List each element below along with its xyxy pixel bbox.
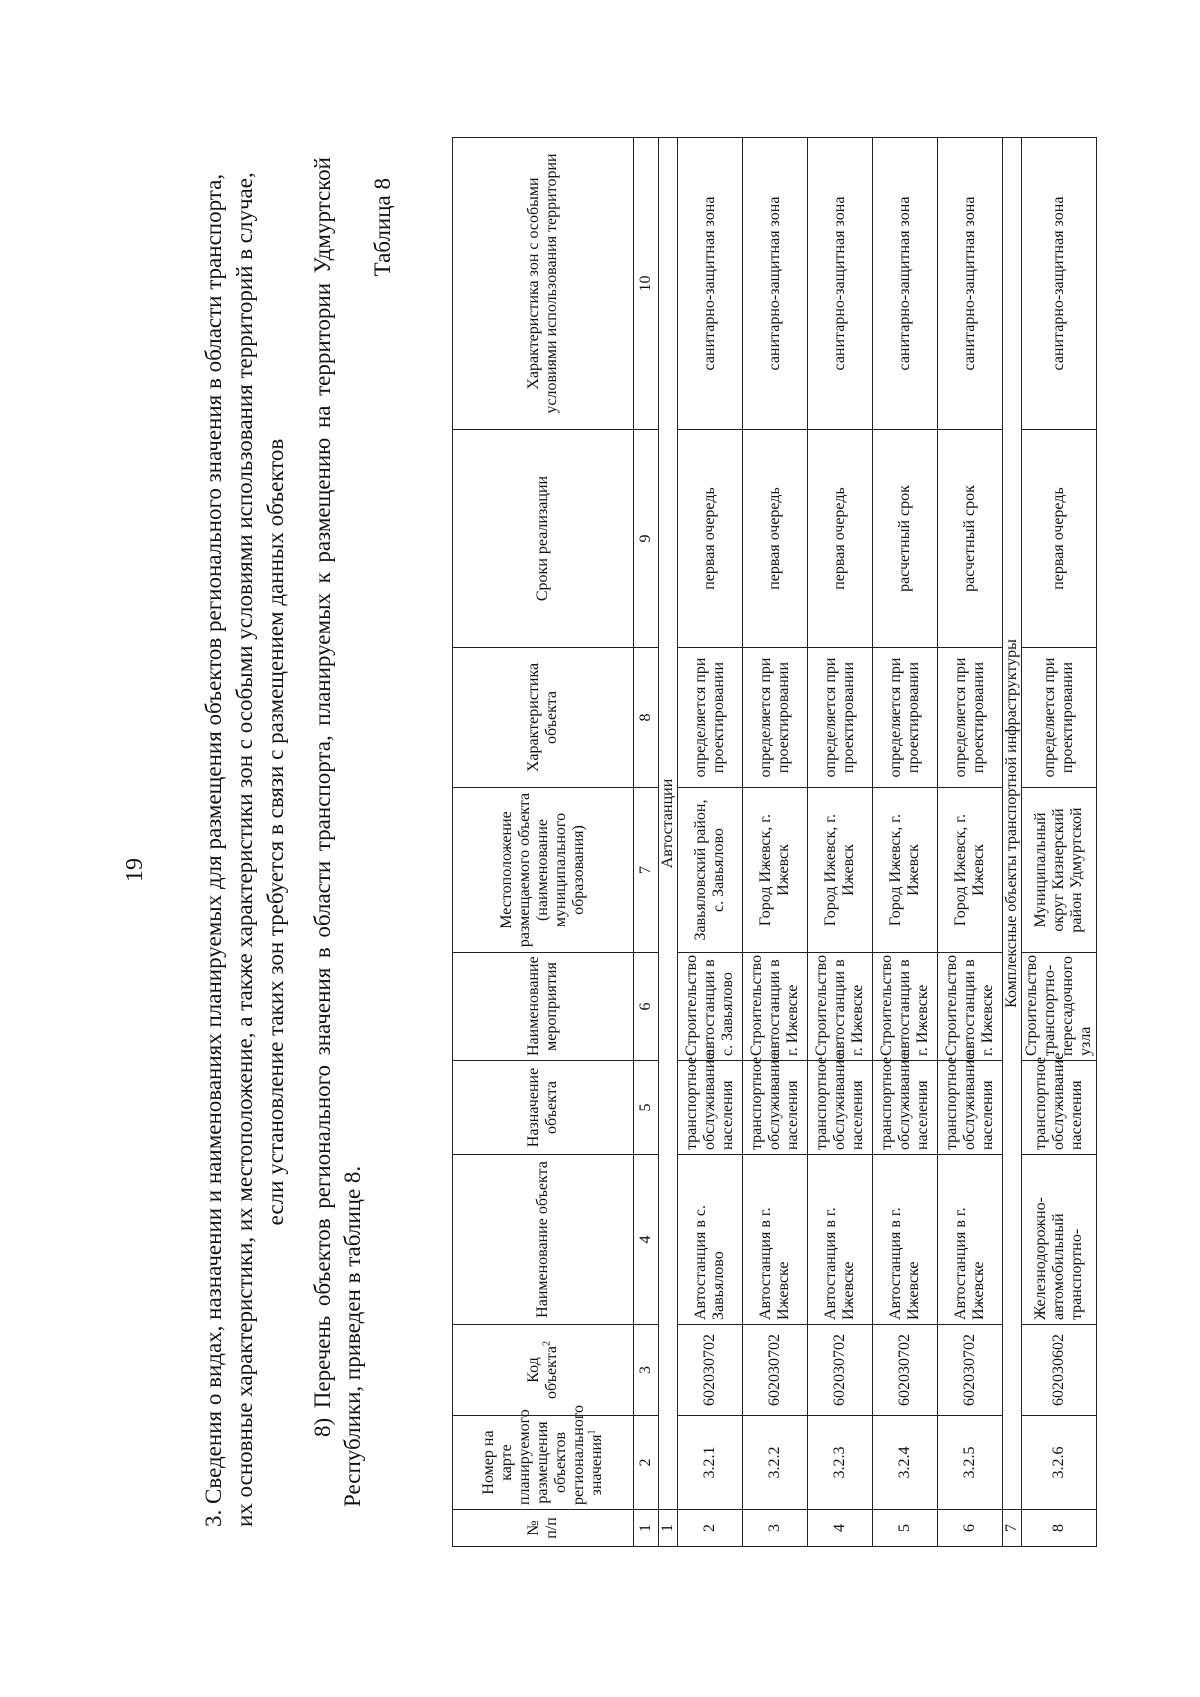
column-number: 3 <box>634 1325 659 1416</box>
intro-paragraph <box>308 157 368 1507</box>
object-code: 602030602 <box>1022 1325 1097 1416</box>
event-name: Строительство автостанции в с. Завьялово <box>678 953 743 1061</box>
column-number: 6 <box>634 953 659 1061</box>
heading-line: 3. Сведения о видах, назначении и наименованиях планируемых для размещения объектов регионального значения в области транспорта, <box>201 173 226 1527</box>
section-heading <box>198 137 291 1527</box>
row-number: 2 <box>678 1510 743 1547</box>
heading-line: если установление таких зон требуется в связи с размещением данных объектов <box>263 438 288 1226</box>
implementation-term: первая очередь <box>743 430 808 648</box>
object-characteristic: определяется при проектировании <box>743 648 808 788</box>
column-number: 7 <box>634 788 659 953</box>
object-location: Город Ижевск, г. Ижевск <box>873 788 938 953</box>
object-name: Автостанция в с. Завьялово <box>678 1155 743 1325</box>
column-number: 9 <box>634 430 659 648</box>
object-location: Город Ижевск, г. Ижевск <box>743 788 808 953</box>
object-purpose: транспортное обслуживание населения <box>873 1061 938 1155</box>
column-number: 8 <box>634 648 659 788</box>
implementation-term: расчетный срок <box>938 430 1003 648</box>
zone-characteristic: санитарно-защитная зона <box>808 138 873 430</box>
object-location: Завьяловский район, с. Завьялово <box>678 788 743 953</box>
column-number: 2 <box>634 1416 659 1510</box>
object-code: 602030702 <box>808 1325 873 1416</box>
paragraph-line: 8) Перечень объектов регионального значения в области транспорта, планируемых к размещению на территории Удмуртской <box>310 157 335 1437</box>
table-caption: Таблица 8 <box>370 178 395 277</box>
zone-characteristic: санитарно-защитная зона <box>873 138 938 430</box>
map-number: 3.2.6 <box>1022 1416 1097 1510</box>
table-row <box>873 138 938 1547</box>
group-row <box>1003 138 1022 1547</box>
event-name: Строительство автостанции в г. Ижевске <box>938 953 1003 1061</box>
row-number: 6 <box>938 1510 1003 1547</box>
zone-characteristic: санитарно-защитная зона <box>743 138 808 430</box>
object-characteristic: определяется при проектировании <box>1022 648 1097 788</box>
group-number: 1 <box>659 1510 678 1547</box>
object-purpose: транспортное обслуживание населения <box>808 1061 873 1155</box>
object-name: Автостанция в г. Ижевске <box>743 1155 808 1325</box>
zone-characteristic: санитарно-защитная зона <box>1022 138 1097 430</box>
map-number: 3.2.4 <box>873 1416 938 1510</box>
header-cell: Характеристика зон с особыми условиями использования территории <box>453 138 634 430</box>
implementation-term: первая очередь <box>808 430 873 648</box>
table-row <box>1022 138 1097 1547</box>
column-number: 10 <box>634 138 659 430</box>
object-purpose: транспортное обслуживание населения <box>678 1061 743 1155</box>
header-cell: Наименование мероприятия <box>453 953 634 1061</box>
table-row <box>678 138 743 1547</box>
table-row <box>938 138 1003 1547</box>
paragraph-line: Республики, приведен в таблице 8. <box>340 1165 365 1507</box>
header-cell: Назначение объекта <box>453 1061 634 1155</box>
event-name: Строительство автостанции в г. Ижевске <box>743 953 808 1061</box>
event-name: Строительство автостанции в г. Ижевске <box>873 953 938 1061</box>
zone-characteristic: санитарно-защитная зона <box>938 138 1003 430</box>
column-number: 4 <box>634 1155 659 1325</box>
object-location: Город Ижевск, г. Ижевск <box>808 788 873 953</box>
row-number: 3 <box>743 1510 808 1547</box>
group-title: Комплексные объекты транспортной инфраструктуры <box>1003 138 1022 1510</box>
implementation-term: первая очередь <box>678 430 743 648</box>
object-location: Город Ижевск, г. Ижевск <box>938 788 1003 953</box>
map-number: 3.2.3 <box>808 1416 873 1510</box>
object-purpose: транспортное обслуживание населения <box>1022 1061 1097 1155</box>
column-number: 5 <box>634 1061 659 1155</box>
object-name: Железнодорожно-автомобильный транспортно- <box>1022 1155 1097 1325</box>
object-code: 602030702 <box>938 1325 1003 1416</box>
object-characteristic: определяется при проектировании <box>938 648 1003 788</box>
object-characteristic: определяется при проектировании <box>678 648 743 788</box>
row-number: 8 <box>1022 1510 1097 1547</box>
page-number: 19 <box>122 858 148 882</box>
column-number: 1 <box>634 1510 659 1547</box>
object-name: Автостанция в г. Ижевске <box>873 1155 938 1325</box>
object-code: 602030702 <box>743 1325 808 1416</box>
group-title: Автостанции <box>659 138 678 1510</box>
table-header-row <box>453 138 634 1547</box>
column-numbers-row <box>634 138 659 1547</box>
header-cell: Наименование объекта <box>453 1155 634 1325</box>
header-cell: Сроки реализации <box>453 430 634 648</box>
object-code: 602030702 <box>678 1325 743 1416</box>
event-name: Строительство транспортно-пересадочного узла <box>1022 953 1097 1061</box>
implementation-term: расчетный срок <box>873 430 938 648</box>
event-name: Строительство автостанции в г. Ижевске <box>808 953 873 1061</box>
map-number: 3.2.5 <box>938 1416 1003 1510</box>
map-number: 3.2.2 <box>743 1416 808 1510</box>
zone-characteristic: санитарно-защитная зона <box>678 138 743 430</box>
objects-table <box>452 137 1097 1547</box>
header-cell: Местоположение размещаемого объекта (наименование муниципального образования) <box>453 788 634 953</box>
group-number: 7 <box>1003 1510 1022 1547</box>
header-cell: Номер на карте планируемого размещения объектов регионального значения$^1$ <box>453 1416 634 1510</box>
table-row <box>808 138 873 1547</box>
object-name: Автостанция в г. Ижевске <box>938 1155 1003 1325</box>
objects-table-container <box>452 138 1097 1547</box>
heading-line: их основные характеристики, их местоположение, а также характеристики зон с особыми условиями использования территорий в случае, <box>232 172 257 1527</box>
object-purpose: транспортное обслуживание населения <box>938 1061 1003 1155</box>
object-code: 602030702 <box>873 1325 938 1416</box>
object-characteristic: определяется при проектировании <box>808 648 873 788</box>
row-number: 5 <box>873 1510 938 1547</box>
row-number: 4 <box>808 1510 873 1547</box>
table-row <box>743 138 808 1547</box>
object-purpose: транспортное обслуживание населения <box>743 1061 808 1155</box>
implementation-term: первая очередь <box>1022 430 1097 648</box>
header-cell: Код объекта$^2$ <box>453 1325 634 1416</box>
header-cell: № п/п <box>453 1510 634 1547</box>
object-location: Муниципальный округ Кизнерский район Удмуртской <box>1022 788 1097 953</box>
group-row <box>659 138 678 1547</box>
object-characteristic: определяется при проектировании <box>873 648 938 788</box>
map-number: 3.2.1 <box>678 1416 743 1510</box>
header-cell: Характеристика объекта <box>453 648 634 788</box>
object-name: Автостанция в г. Ижевске <box>808 1155 873 1325</box>
